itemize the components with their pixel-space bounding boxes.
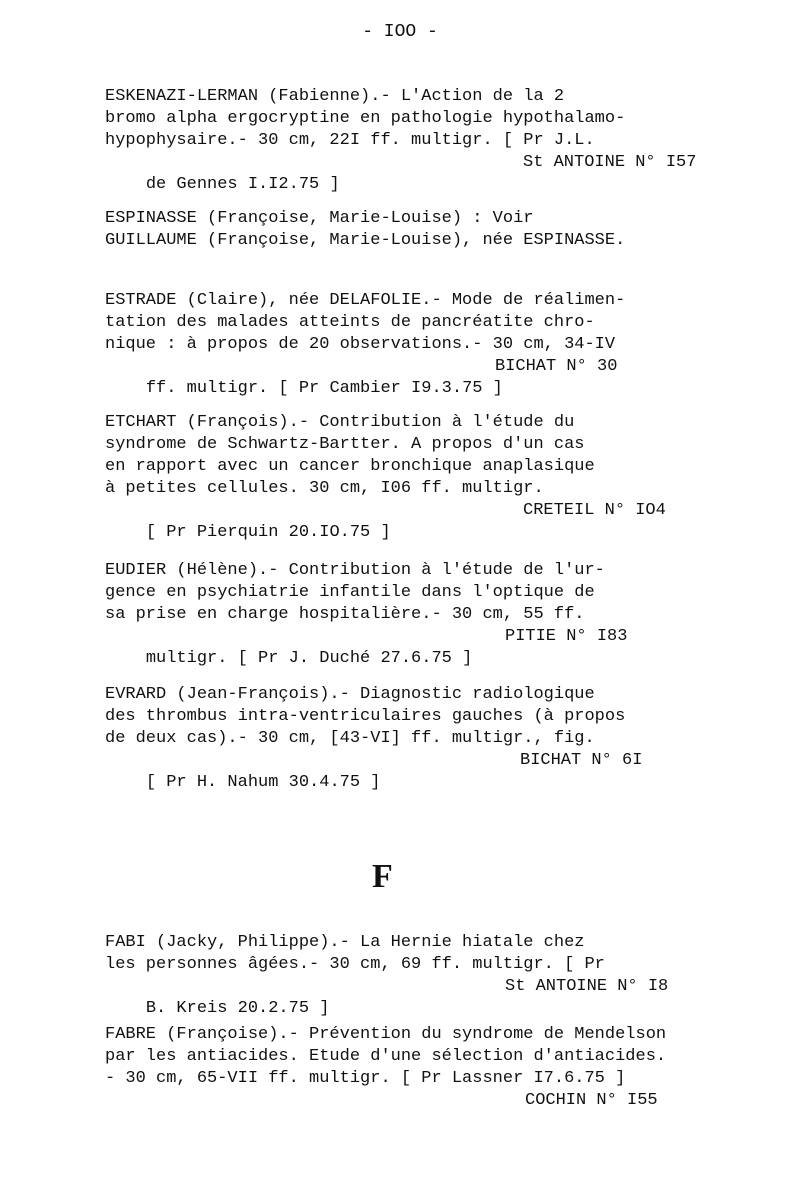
entry-line: à petites cellules. 30 cm, I06 ff. multigr.: [105, 479, 544, 498]
entry-location: CRETEIL N° IO4: [523, 501, 666, 520]
bibliography-entry: [105, 560, 725, 668]
entry-line: EVRARD (Jean-François).- Diagnostic radiologique: [105, 685, 595, 704]
entry-line: ETCHART (François).- Contribution à l'étude du: [105, 413, 575, 432]
entry-line: de deux cas).- 30 cm, [43-VI] ff. multigr., fig.: [105, 729, 595, 748]
entry-line: GUILLAUME (Françoise, Marie-Louise), née ESPINASSE.: [105, 231, 626, 250]
entry-line: ESPINASSE (Françoise, Marie-Louise) : Voir: [105, 209, 534, 228]
entry-line: [105, 500, 725, 542]
bibliography-entry: [105, 290, 725, 398]
entry-text: ff. multigr. [ Pr Cambier I9.3.75 ]: [145, 379, 503, 398]
entry-line: FABI (Jacky, Philippe).- La Hernie hiatale chez: [105, 933, 585, 952]
bibliography-entry: [105, 932, 725, 1018]
entry-text: [ Pr Pierquin 20.IO.75 ]: [145, 523, 391, 542]
entry-line: EUDIER (Hélène).- Contribution à l'étude de l'ur-: [105, 561, 605, 580]
bibliography-entry: [105, 1024, 765, 1112]
page-number: - IOO -: [362, 22, 438, 42]
entry-line: bromo alpha ergocryptine en pathologie hypothalamo-: [105, 109, 626, 128]
entry-text: multigr. [ Pr J. Duché 27.6.75 ]: [145, 649, 473, 668]
entry-location: BICHAT N° 6I: [520, 751, 643, 770]
bibliography-entry: [105, 86, 725, 194]
entry-line: ESKENAZI-LERMAN (Fabienne).- L'Action de la 2: [105, 87, 565, 106]
entry-text: de Gennes I.I2.75 ]: [145, 175, 340, 194]
entry-line: des thrombus intra-ventriculaires gauches (à propos: [105, 707, 626, 726]
bibliography-entry: [105, 412, 725, 542]
entry-line: [105, 626, 725, 668]
entry-line: ESTRADE (Claire), née DELAFOLIE.- Mode de réalimen-: [105, 291, 626, 310]
entry-line: hypophysaire.- 30 cm, 22I ff. multigr. [ Pr J.L.: [105, 131, 595, 150]
bibliography-entry: [105, 684, 725, 792]
entry-line: [105, 356, 725, 398]
entry-line: [105, 750, 725, 792]
entry-line: [105, 976, 725, 1018]
entry-location: St ANTOINE N° I57: [523, 153, 697, 172]
bibliography-entry: [105, 208, 725, 252]
entry-line: FABRE (Françoise).- Prévention du syndrome de Mendelson: [105, 1025, 667, 1044]
entry-line: [105, 152, 725, 194]
entry-line: [105, 1090, 765, 1112]
entry-line: gence en psychiatrie infantile dans l'optique de: [105, 583, 595, 602]
entry-line: nique : à propos de 20 observations.- 30 cm, 34-IV: [105, 335, 616, 354]
entry-line: les personnes âgées.- 30 cm, 69 ff. multigr. [ Pr: [105, 955, 605, 974]
entry-text: [ Pr H. Nahum 30.4.75 ]: [145, 773, 381, 792]
entry-line: sa prise en charge hospitalière.- 30 cm, 55 ff.: [105, 605, 585, 624]
entry-line: - 30 cm, 65-VII ff. multigr. [ Pr Lassner I7.6.75 ]: [105, 1069, 626, 1088]
entry-line: par les antiacides. Etude d'une sélection d'antiacides.: [105, 1047, 667, 1066]
entry-line: en rapport avec un cancer bronchique anaplasique: [105, 457, 595, 476]
entry-text: B. Kreis 20.2.75 ]: [145, 999, 330, 1018]
entry-location: BICHAT N° 30: [495, 357, 618, 376]
section-letter: F: [372, 858, 393, 895]
entry-line: syndrome de Schwartz-Bartter. A propos d'un cas: [105, 435, 585, 454]
entry-location: COCHIN N° I55: [525, 1091, 658, 1110]
entry-line: tation des malades atteints de pancréatite chro-: [105, 313, 595, 332]
entry-location: St ANTOINE N° I8: [505, 977, 669, 996]
entry-location: PITIE N° I83: [505, 627, 628, 646]
